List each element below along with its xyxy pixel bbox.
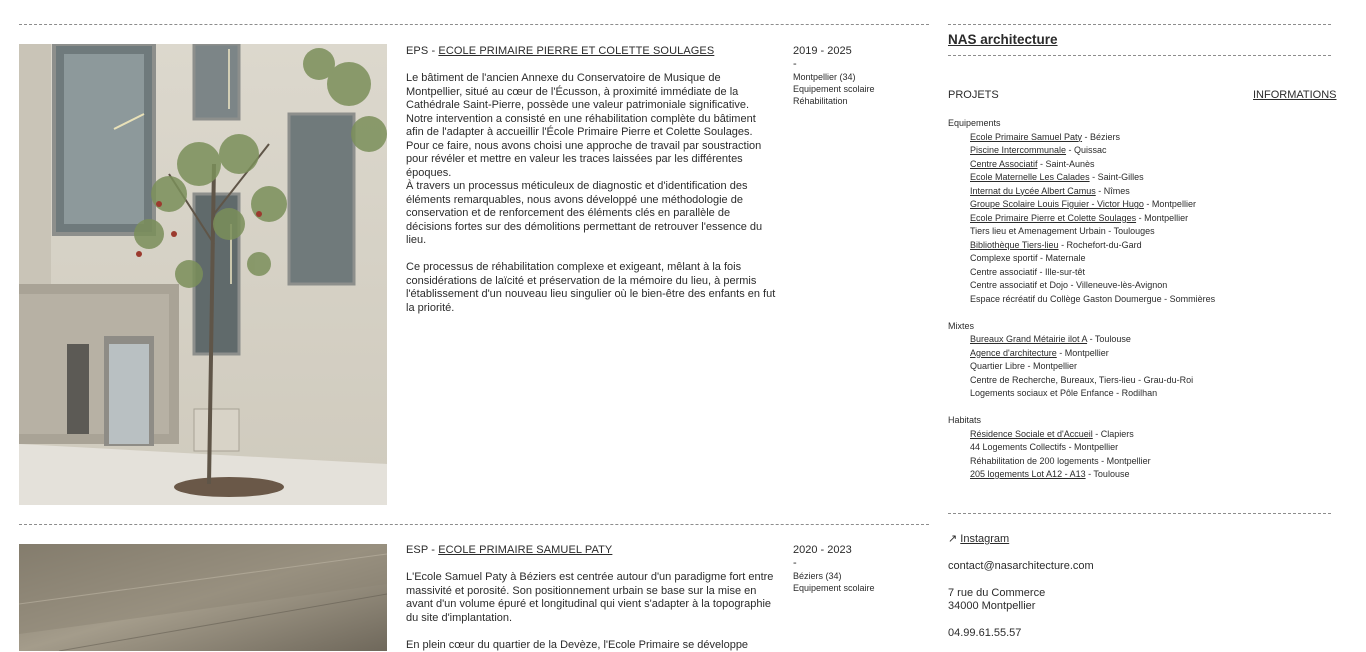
project-name: Centre de Recherche, Bureaux, Tiers-lieu xyxy=(970,375,1136,385)
category-title: Mixtes xyxy=(948,320,1348,334)
project-type: Réhabilitation xyxy=(793,95,875,107)
project-categories xyxy=(948,117,1348,495)
project-place: - Montpellier xyxy=(1136,213,1188,223)
project-place: - Grau-du-Roi xyxy=(1136,375,1194,385)
project-list-item[interactable] xyxy=(970,333,1348,347)
project-years: 2020 - 2023 xyxy=(793,544,875,557)
category-list xyxy=(948,428,1348,482)
category-list xyxy=(948,333,1348,401)
project-name: 44 Logements Collectifs xyxy=(970,442,1066,452)
project-paragraph: Le bâtiment de l'ancien Annexe du Conservatoire de Musique de Montpellier, situé au cœur de l'Écusson, à proximité immédiate de la Cathédrale Saint-Pierre, possède une valeur patrimoniale significative. Notre intervention a consisté en une réhabilitation complète du bâtiment afin de l'adapter à accueillir l'École Primaire Pierre et Colette Soulages. Pour ce faire, nous avons choisi une approche de travail par soustraction pour révéler et mettre en valeur les traces laissées par les différentes époques. xyxy=(406,72,776,180)
project-list-item[interactable] xyxy=(970,347,1348,361)
project-list-item xyxy=(970,293,1348,307)
project-meta xyxy=(793,45,875,107)
project-list-item xyxy=(970,252,1348,266)
divider xyxy=(19,524,929,525)
project-list-item[interactable] xyxy=(970,158,1348,172)
project-name: Centre associatif xyxy=(970,267,1037,277)
project-link[interactable]: Groupe Scolaire Louis Figuier - Victor Hugo xyxy=(970,199,1144,209)
project-photo-image xyxy=(19,44,387,505)
project-place: - Quissac xyxy=(1066,145,1107,155)
project-list-item[interactable] xyxy=(970,428,1348,442)
project-link[interactable]: Bibliothèque Tiers-lieu xyxy=(970,240,1059,250)
project-list-item xyxy=(970,360,1348,374)
project-paragraph: L'Ecole Samuel Paty à Béziers est centrée autour d'un paradigme fort entre massivité et porosité. Son positionnement urbain se base sur la mise en avant d'un volume épuré et longitudinal qui vient s'adapter à la topographie du site d'implantation. xyxy=(406,571,776,625)
project-meta xyxy=(793,544,875,594)
project-link[interactable]: Bureaux Grand Métairie ilot A xyxy=(970,334,1087,344)
project-list-item[interactable] xyxy=(970,144,1348,158)
divider xyxy=(948,513,1331,514)
project-list-item xyxy=(970,225,1348,239)
project-link[interactable]: Internat du Lycée Albert Camus xyxy=(970,186,1096,196)
arrow-icon: ↗ xyxy=(948,533,957,545)
project-description xyxy=(406,72,776,315)
project-place: - Montpellier xyxy=(1099,456,1151,466)
instagram-link[interactable]: Instagram xyxy=(960,533,1009,545)
project-photo[interactable] xyxy=(19,44,387,505)
project-name: Complexe sportif xyxy=(970,253,1038,263)
divider xyxy=(19,24,929,25)
project-name: Centre associatif et Dojo xyxy=(970,280,1068,290)
project-link[interactable]: Résidence Sociale et d'Accueil xyxy=(970,429,1093,439)
project-paragraph: En plein cœur du quartier de la Devèze, l'Ecole Primaire se développe xyxy=(406,639,776,652)
project-list-item[interactable] xyxy=(970,185,1348,199)
category-title: Equipements xyxy=(948,117,1348,131)
project-paragraph: À travers un processus méticuleux de diagnostic et d'identification des éléments remarquables, nous avons développé une méthodologie de conservation et de renforcement des éléments clés en parallèle de décisions fortes sur des démolitions permettant de retrouver l'essence du lieu. xyxy=(406,180,776,248)
project-location: Béziers (34) xyxy=(793,570,875,582)
nav-informations[interactable]: INFORMATIONS xyxy=(1253,89,1337,101)
project-link[interactable]: Agence d'architecture xyxy=(970,348,1057,358)
project-place: - Ille-sur-têt xyxy=(1037,267,1085,277)
project-list-item[interactable] xyxy=(970,171,1348,185)
project-name: Espace récréatif du Collège Gaston Doumergue xyxy=(970,294,1162,304)
project-link[interactable]: Centre Associatif xyxy=(970,159,1038,169)
project-place: - Toulouse xyxy=(1087,334,1131,344)
category-list xyxy=(948,131,1348,307)
project-place: - Villeneuve-lès-Avignon xyxy=(1068,280,1167,290)
project-place: - Béziers xyxy=(1082,132,1120,142)
project-place: - Nîmes xyxy=(1096,186,1130,196)
project-name: Logements sociaux et Pôle Enfance xyxy=(970,388,1114,398)
project-list-item xyxy=(970,279,1348,293)
brand-link[interactable]: NAS architecture xyxy=(948,32,1058,47)
divider xyxy=(948,55,1331,56)
project-place: - Maternale xyxy=(1038,253,1086,263)
nav-projects[interactable]: PROJETS xyxy=(948,89,999,101)
project-place: - Rochefort-du-Gard xyxy=(1059,240,1142,250)
project-list-item[interactable] xyxy=(970,212,1348,226)
category-title: Habitats xyxy=(948,414,1348,428)
project-years: 2019 - 2025 xyxy=(793,45,875,58)
project-place: - Montpellier xyxy=(1066,442,1118,452)
project-name: Quartier Libre xyxy=(970,361,1025,371)
project-place: - Montpellier xyxy=(1144,199,1196,209)
project-photo[interactable] xyxy=(19,544,387,651)
project-paragraph: Ce processus de réhabilitation complexe et exigeant, mêlant à la fois considérations de laïcité et préservation de la mémoire du lieu, à permis l'établissement d'un nouveau lieu singulier où le bien-être des enfants en fut la priorité. xyxy=(406,261,776,315)
project-name: Tiers lieu et Amenagement Urbain xyxy=(970,226,1106,236)
project-name: Réhabilitation de 200 logements xyxy=(970,456,1099,466)
project-dash: - xyxy=(793,58,875,71)
contact-block xyxy=(948,533,1094,640)
project-list-item xyxy=(970,455,1348,469)
project-list-item xyxy=(970,387,1348,401)
project-title-link[interactable]: ECOLE PRIMAIRE SAMUEL PATY xyxy=(438,544,612,556)
project-link[interactable]: Ecole Maternelle Les Calades xyxy=(970,172,1090,182)
project-place: - Saint-Aunès xyxy=(1038,159,1095,169)
address-line: 7 rue du Commerce xyxy=(948,587,1094,600)
project-link[interactable]: Ecole Primaire Pierre et Colette Soulages xyxy=(970,213,1136,223)
project-description xyxy=(406,571,776,652)
project-location: Montpellier (34) xyxy=(793,71,875,83)
project-place: - Montpellier xyxy=(1057,348,1109,358)
project-place: - Montpellier xyxy=(1025,361,1077,371)
project-list-item[interactable] xyxy=(970,131,1348,145)
project-list-item xyxy=(970,374,1348,388)
project-link[interactable]: Piscine Intercommunale xyxy=(970,145,1066,155)
project-photo-image xyxy=(19,544,387,651)
contact-phone: 04.99.61.55.57 xyxy=(948,627,1094,640)
project-title: EPS - ECOLE PRIMAIRE PIERRE ET COLETTE SOULAGES xyxy=(406,45,714,58)
project-place: - Clapiers xyxy=(1093,429,1134,439)
contact-email[interactable]: contact@nasarchitecture.com xyxy=(948,560,1094,573)
project-link[interactable]: 205 logements Lot A12 - A13 xyxy=(970,469,1086,479)
project-title-link[interactable]: ECOLE PRIMAIRE PIERRE ET COLETTE SOULAGES xyxy=(438,45,714,57)
project-code: ESP xyxy=(406,544,428,556)
project-link[interactable]: Ecole Primaire Samuel Paty xyxy=(970,132,1082,142)
project-category: Equipement scolaire xyxy=(793,83,875,95)
project-place: - Toulouges xyxy=(1106,226,1155,236)
project-code: EPS xyxy=(406,45,428,57)
project-dash: - xyxy=(793,557,875,570)
project-title: ESP - ECOLE PRIMAIRE SAMUEL PATY xyxy=(406,544,612,557)
project-place: - Sommières xyxy=(1162,294,1216,304)
project-place: - Rodilhan xyxy=(1114,388,1158,398)
project-category: Equipement scolaire xyxy=(793,582,875,594)
divider xyxy=(948,24,1331,25)
project-list-item[interactable] xyxy=(970,198,1348,212)
project-list-item xyxy=(970,441,1348,455)
project-list-item xyxy=(970,266,1348,280)
project-place: - Toulouse xyxy=(1086,469,1130,479)
project-list-item[interactable] xyxy=(970,239,1348,253)
address-line: 34000 Montpellier xyxy=(948,600,1094,613)
project-place: - Saint-Gilles xyxy=(1090,172,1144,182)
project-list-item[interactable] xyxy=(970,468,1348,482)
